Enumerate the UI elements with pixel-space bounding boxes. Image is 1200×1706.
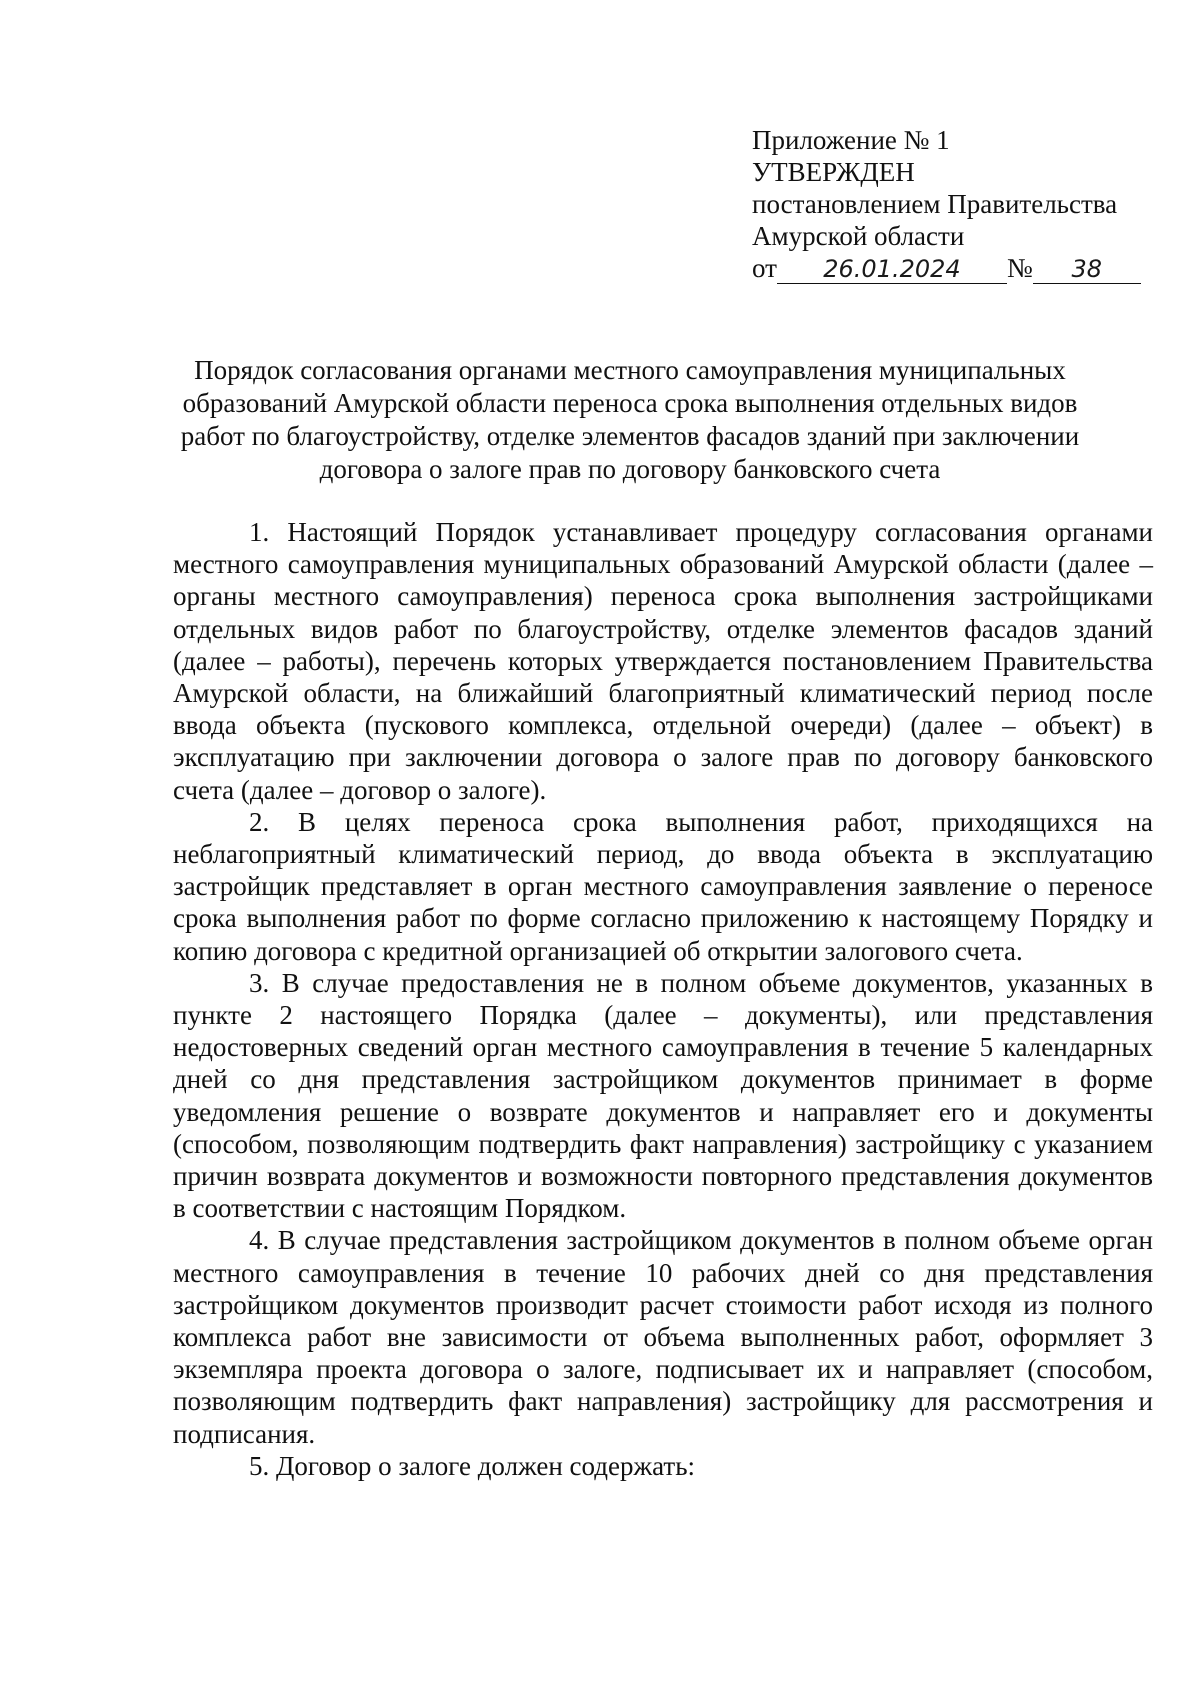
handwritten-date: 26.01.2024 — [777, 255, 1007, 284]
document-title: Порядок согласования органами местного самоуправления муниципальных образований Амурской области переноса срока выполнения отдельных видов работ по благоустройству, отделке элементов фасадов зданий при заключении договора о залоге прав по договору банковского счета — [180, 355, 1080, 484]
paragraph-5: 5. Договор о залоге должен содержать: — [249, 1450, 696, 1481]
region-label: Амурской области — [752, 221, 965, 251]
paragraph-2: 2. В целях переноса срока выполнения работ, приходящихся на неблагоприятный климатический период, до ввода объекта в эксплуатацию застройщик представляет в орган местного самоуправления заявление о переносе срока выполнения работ по форме согласно приложению к настоящему Порядку и копию договора с кредитной организацией об открытии залогового счета. — [173, 806, 1153, 966]
paragraph-1: 1. Настоящий Порядок устанавливает процедуру согласования органами местного самоуправления муниципальных образований Амурской области (далее – органы местного самоуправления) переноса срока выполнения застройщиками отдельных видов работ по благоустройству, отделке элементов фасадов зданий (далее – работы), перечень которых утверждается постановлением Правительства Амурской области, на ближайший благоприятный климатический период после ввода объекта (пускового комплекса, отдельной очереди) (далее – объект) в эксплуатацию при заключении договора о залоге прав по договору банковского счета (далее – договор о залоге). — [173, 517, 1153, 805]
date-number-line — [752, 252, 1152, 284]
appendix-label: Приложение № 1 — [752, 125, 950, 155]
date-prefix: от — [752, 253, 777, 283]
document-body — [173, 516, 1153, 1482]
approved-label: УТВЕРЖДЕН — [752, 157, 915, 187]
number-prefix: № — [1006, 253, 1033, 283]
paragraph-4: 4. В случае представления застройщиком документов в полном объеме орган местного самоуправления в течение 10 рабочих дней со дня представления застройщиком документов производит расчет стоимости работ исходя из полного комплекса работ вне зависимости от объема выполненных работ, оформляет 3 экземпляра проекта договора о залоге, подписывает их и направляет (способом, позволяющим подтвердить факт направления) застройщику для рассмотрения и подписания. — [173, 1225, 1153, 1449]
approval-block — [752, 124, 1152, 284]
paragraph-3: 3. В случае предоставления не в полном объеме документов, указанных в пункте 2 настоящего Порядка (далее – документы), или представления недостоверных сведений орган местного самоуправления в течение 5 календарных дней со дня представления застройщиком документов принимает в форме уведомления решение о возврате документов и направляет его и документы (способом, позволяющим подтвердить факт направления) застройщику с указанием причин возврата документов и возможности повторного представления документов в соответствии с настоящим Порядком. — [173, 967, 1153, 1224]
decree-label: постановлением Правительства — [752, 189, 1118, 219]
handwritten-number: 38 — [1033, 255, 1141, 284]
